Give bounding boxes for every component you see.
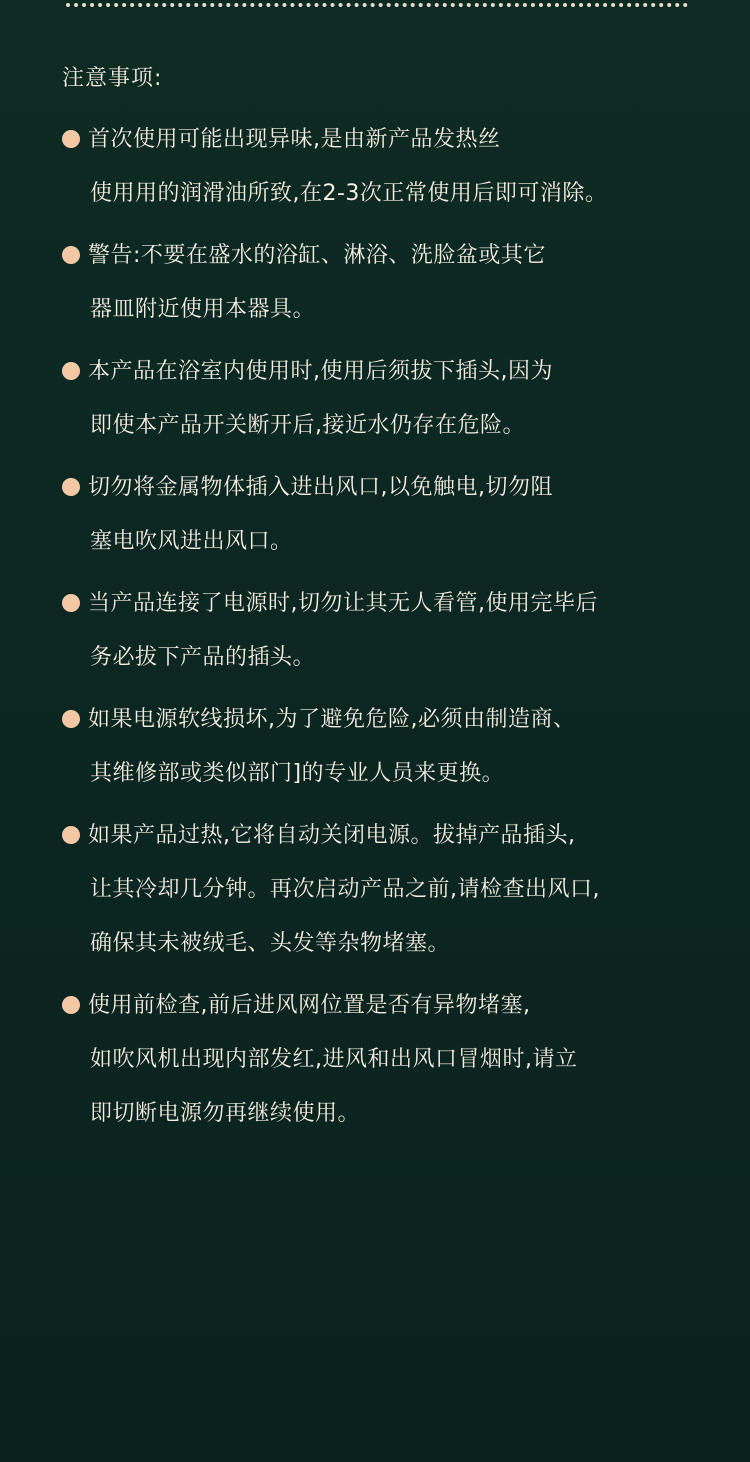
bullet-dot-icon [62, 246, 80, 264]
bullet-dot-icon [62, 996, 80, 1014]
precaution-item-1 [62, 113, 712, 221]
precaution-item-7 [62, 809, 712, 971]
precaution-item-2 [62, 229, 712, 337]
bullet-dot-icon [62, 826, 80, 844]
precautions-list [62, 113, 712, 1149]
note-text-line: 塞电吹风进出风口。 [90, 529, 293, 554]
note-text-line: 其维修部或类似部门]的专业人员来更换。 [90, 761, 505, 786]
bullet-dot-icon [62, 594, 80, 612]
note-text-line: 即切断电源勿再继续使用。 [90, 1101, 361, 1126]
top-dotted-divider [66, 3, 688, 19]
note-text-line: 确保其未被绒毛、头发等杂物堵塞。 [90, 931, 451, 956]
precaution-item-6 [62, 693, 712, 801]
note-text-line: 当产品连接了电源时,切勿让其无人看管,使用完毕后 [88, 591, 598, 616]
bullet-dot-icon [62, 710, 80, 728]
note-text-line: 警告:不要在盛水的浴缸、淋浴、洗脸盆或其它 [88, 243, 546, 268]
note-text-line: 让其冷却几分钟。再次启动产品之前,请检查出风口, [90, 877, 600, 902]
notes-heading: 注意事项: [62, 66, 163, 91]
note-text-line: 本产品在浴室内使用时,使用后须拔下插头,因为 [88, 359, 553, 384]
note-text-line: 切勿将金属物体插入进出风口,以免触电,切勿阻 [88, 475, 553, 500]
precaution-item-5 [62, 577, 712, 685]
note-text-line: 如吹风机出现内部发红,进风和出风口冒烟时,请立 [90, 1047, 578, 1072]
note-text-line: 务必拔下产品的插头。 [90, 645, 316, 670]
note-text-line: 如果电源软线损坏,为了避免危险,必须由制造商、 [88, 707, 576, 732]
bullet-dot-icon [62, 130, 80, 148]
note-text-line: 器皿附近使用本器具。 [90, 297, 316, 322]
note-text-line: 如果产品过热,它将自动关闭电源。拔掉产品插头, [88, 823, 576, 848]
bullet-dot-icon [62, 362, 80, 380]
precaution-item-3 [62, 345, 712, 453]
precaution-item-4 [62, 461, 712, 569]
note-text-line: 首次使用可能出现异味,是由新产品发热丝 [88, 127, 501, 152]
bullet-dot-icon [62, 478, 80, 496]
note-text-line: 使用用的润滑油所致,在2-3次正常使用后即可消除。 [90, 181, 608, 206]
note-text-line: 即使本产品开关断开后,接近水仍存在危险。 [90, 413, 525, 438]
note-text-line: 使用前检查,前后进风网位置是否有异物堵塞, [88, 993, 531, 1018]
precaution-item-8 [62, 979, 712, 1141]
